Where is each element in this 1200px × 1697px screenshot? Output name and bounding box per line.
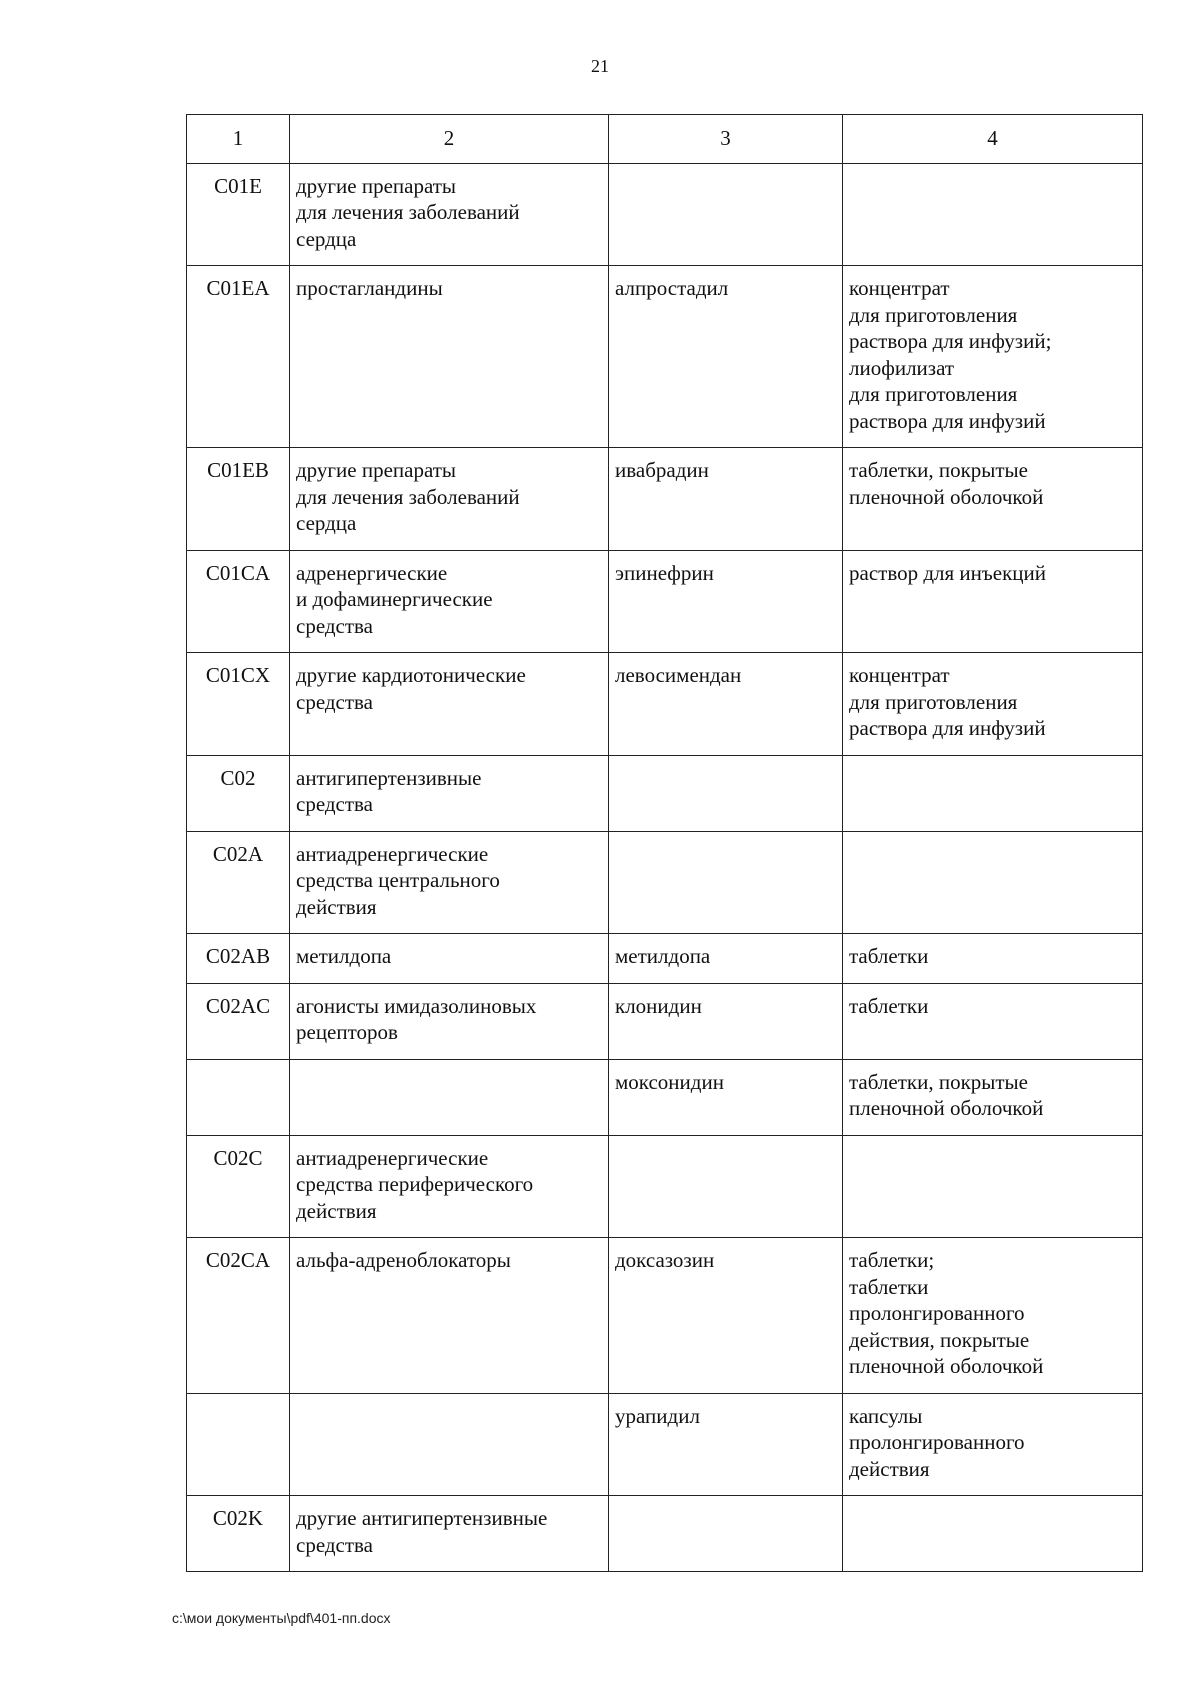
cell-drug	[609, 1135, 843, 1238]
cell-group: простагландины	[290, 266, 609, 448]
cell-code: C02CA	[187, 1238, 290, 1394]
cell-drug	[609, 163, 843, 266]
table-row	[187, 653, 1143, 756]
page-number: 21	[591, 56, 609, 76]
cell-form: таблетки, покрытые пленочной оболочкой	[843, 1059, 1143, 1135]
cell-group	[290, 1059, 609, 1135]
table-row	[187, 163, 1143, 266]
cell-form	[843, 1135, 1143, 1238]
header-cell-3: 3	[609, 115, 843, 164]
cell-form: капсулы пролонгированного действия	[843, 1393, 1143, 1496]
cell-group: метилдопа	[290, 934, 609, 984]
cell-drug: доксазозин	[609, 1238, 843, 1394]
cell-form: таблетки, покрытые пленочной оболочкой	[843, 448, 1143, 551]
cell-code	[187, 1393, 290, 1496]
cell-form: таблетки	[843, 983, 1143, 1059]
cell-code: C02	[187, 755, 290, 831]
cell-drug: клонидин	[609, 983, 843, 1059]
table-row	[187, 1059, 1143, 1135]
cell-code	[187, 1059, 290, 1135]
cell-drug: моксонидин	[609, 1059, 843, 1135]
table-row	[187, 934, 1143, 984]
cell-group: другие препараты для лечения заболеваний сердца	[290, 448, 609, 551]
cell-group: антигипертензивные средства	[290, 755, 609, 831]
footer-file-path: c:\мои документы\pdf\401-пп.docx	[172, 1610, 391, 1626]
cell-drug	[609, 1496, 843, 1572]
table-row	[187, 1393, 1143, 1496]
cell-group: другие кардиотонические средства	[290, 653, 609, 756]
cell-form	[843, 755, 1143, 831]
cell-code: C02AC	[187, 983, 290, 1059]
cell-drug: алпростадил	[609, 266, 843, 448]
cell-form: таблетки; таблетки пролонгированного действия, покрытые пленочной оболочкой	[843, 1238, 1143, 1394]
cell-form: таблетки	[843, 934, 1143, 984]
cell-group: другие препараты для лечения заболеваний сердца	[290, 163, 609, 266]
cell-code: C02AB	[187, 934, 290, 984]
cell-code: C01E	[187, 163, 290, 266]
cell-drug	[609, 755, 843, 831]
cell-drug	[609, 831, 843, 934]
table-row	[187, 831, 1143, 934]
table-body	[187, 163, 1143, 1572]
table-row	[187, 1238, 1143, 1394]
table-row	[187, 550, 1143, 653]
cell-code: C02K	[187, 1496, 290, 1572]
cell-form: концентрат для приготовления раствора для инфузий	[843, 653, 1143, 756]
table-row	[187, 755, 1143, 831]
cell-code: C02A	[187, 831, 290, 934]
cell-code: C02C	[187, 1135, 290, 1238]
table-row	[187, 1496, 1143, 1572]
cell-drug: эпинефрин	[609, 550, 843, 653]
cell-group: антиадренергические средства периферического действия	[290, 1135, 609, 1238]
cell-group: альфа-адреноблокаторы	[290, 1238, 609, 1394]
cell-group	[290, 1393, 609, 1496]
cell-drug: урапидил	[609, 1393, 843, 1496]
cell-drug: левосимендан	[609, 653, 843, 756]
cell-form: концентрат для приготовления раствора для инфузий; лиофилизат для приготовления раствора для инфузий	[843, 266, 1143, 448]
cell-form	[843, 163, 1143, 266]
cell-code: C01CA	[187, 550, 290, 653]
cell-drug: метилдопа	[609, 934, 843, 984]
table-row	[187, 983, 1143, 1059]
cell-form: раствор для инъекций	[843, 550, 1143, 653]
table-header-row	[187, 115, 1143, 164]
cell-group: другие антигипертензивные средства	[290, 1496, 609, 1572]
cell-group: агонисты имидазолиновых рецепторов	[290, 983, 609, 1059]
cell-drug: ивабрадин	[609, 448, 843, 551]
cell-group: адренергические и дофаминергические средства	[290, 550, 609, 653]
table-row	[187, 448, 1143, 551]
cell-code: C01EA	[187, 266, 290, 448]
header-cell-4: 4	[843, 115, 1143, 164]
drug-table	[186, 114, 1143, 1572]
cell-code: C01CX	[187, 653, 290, 756]
cell-form	[843, 831, 1143, 934]
table-row	[187, 1135, 1143, 1238]
cell-form	[843, 1496, 1143, 1572]
header-cell-2: 2	[290, 115, 609, 164]
cell-group: антиадренергические средства центрального действия	[290, 831, 609, 934]
cell-code: C01EB	[187, 448, 290, 551]
header-cell-1: 1	[187, 115, 290, 164]
table-row	[187, 266, 1143, 448]
